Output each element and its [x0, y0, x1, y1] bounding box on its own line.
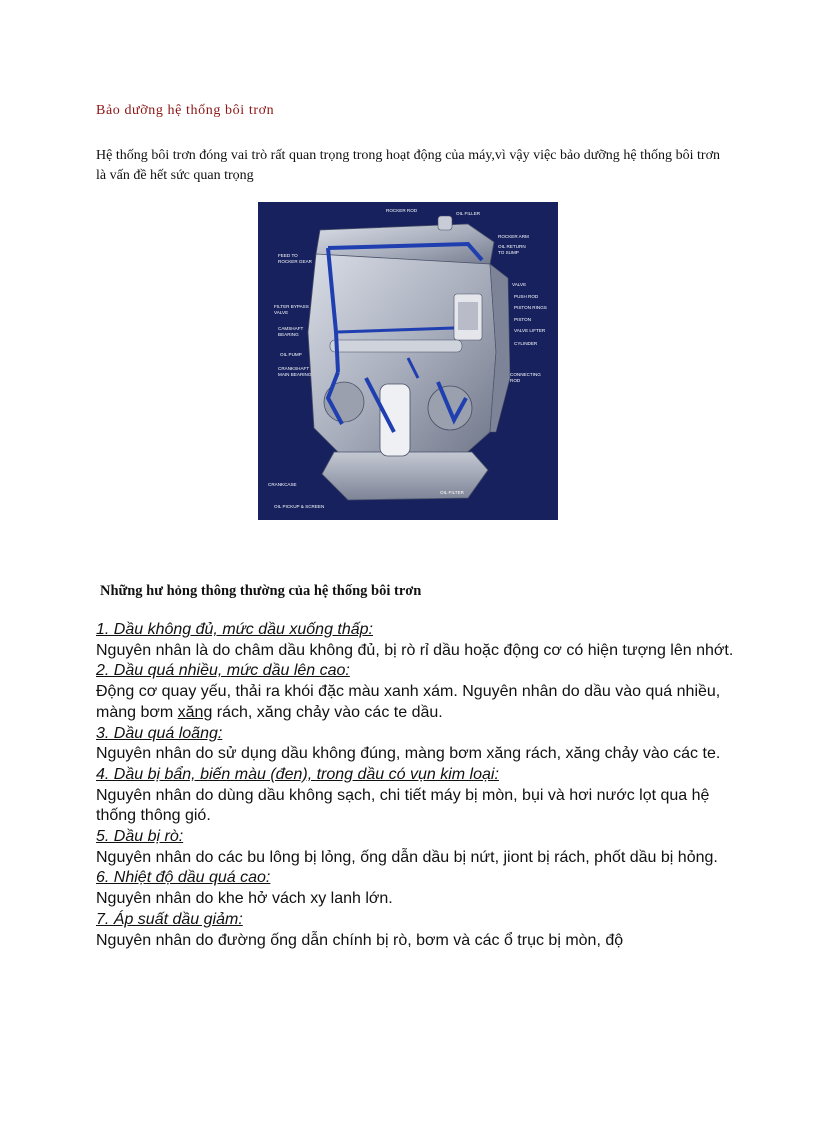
label-feed-to: FEED TO — [278, 253, 298, 258]
engine-diagram-svg — [258, 202, 558, 520]
fault-heading-4: 4. Dầu bị bẩn, biến màu (đen), trong dầu có vụn kim loại: — [96, 765, 499, 783]
label-valve-lifter: VALVE LIFTER — [514, 328, 546, 333]
section-heading: Những hư hỏng thông thường của hệ thống bôi trơn — [100, 583, 422, 599]
label-rocker-arm: ROCKER ARM — [498, 234, 529, 239]
label-main-bearing: MAIN BEARING — [278, 372, 312, 377]
label-piston-rings: PISTON RINGS — [514, 305, 547, 310]
fault-desc-2 — [96, 682, 736, 723]
fault-heading-6: 6. Nhiệt độ dầu quá cao: — [96, 869, 271, 887]
fault-heading-5: 5. Dầu bị rò: — [96, 828, 184, 846]
label-filter-bypass: FILTER BYPASS — [274, 304, 309, 309]
label-oil-return: OIL RETURN — [498, 244, 526, 249]
label-piston: PISTON — [514, 317, 532, 322]
label-filter-valve: VALVE — [274, 310, 289, 315]
fault-desc-5: Nguyên nhân do các bu lông bị lỏng, ống dẫn dầu bị nứt, jiont bị rách, phốt dầu bị hỏng. — [96, 848, 718, 866]
intro-paragraph: Hệ thống bôi trơn đóng vai trò rất quan trọng trong hoạt động của máy,vì vậy việc bảo dưỡng hệ thống bôi trơn là vấn đề hết sức quan trọng — [96, 148, 720, 183]
fault-heading-7: 7. Áp suất dầu giảm: — [96, 910, 243, 928]
label-oil-pickup: OIL PICKUP & SCREEN — [274, 504, 325, 509]
fault-desc-1: Nguyên nhân là do châm dầu không đủ, bị rò rỉ dầu hoặc động cơ có hiện tượng lên nhớt. — [96, 641, 734, 659]
fault-desc-2-part-b: rách, xăng chảy vào các te dầu. — [212, 703, 443, 721]
fault-desc-4: Nguyên nhân do dùng dầu không sạch, chi tiết máy bị mòn, bụi và hơi nước lọt qua hệ thống thông gió. — [96, 786, 710, 825]
label-bearing: BEARING — [278, 332, 299, 337]
label-oil-filter: OIL FILTER — [440, 490, 464, 495]
label-crankcase: CRANKCASE — [268, 482, 297, 487]
fault-desc-3: Nguyên nhân do sử dụng dầu không đúng, màng bơm xăng rách, xăng chảy vào các te. — [96, 745, 721, 763]
label-cylinder: CYLINDER — [514, 341, 538, 346]
fault-heading-2: 2. Dầu quá nhiều, mức dầu lên cao: — [96, 662, 350, 680]
label-oil-pump: OIL PUMP — [280, 352, 302, 357]
document-title: Bảo dưỡng hệ thống bôi trơn — [96, 103, 275, 118]
label-connecting: CONNECTING — [510, 372, 541, 377]
label-crankshaft: CRANKSHAFT — [278, 366, 310, 371]
label-oil-filler: OIL FILLER — [456, 211, 481, 216]
label-to-sump: TO SUMP — [498, 250, 519, 255]
fault-desc-6: Nguyên nhân do khe hở vách xy lanh lớn. — [96, 890, 393, 908]
fault-heading-1: 1. Dầu không đủ, mức dầu xuống thấp: — [96, 621, 373, 638]
label-valve: VALVE — [512, 282, 527, 287]
faults-list — [96, 620, 736, 951]
label-camshaft: CAMSHAFT — [278, 326, 304, 331]
label-push-rod: PUSH ROD — [514, 294, 539, 299]
label-rocker-rod: ROCKER ROD — [386, 208, 418, 213]
label-rod: ROD — [510, 378, 521, 383]
fault-desc-2-underlined: xăng — [177, 703, 213, 721]
fault-heading-3: 3. Dầu quá loãng: — [96, 724, 223, 742]
label-rocker-gear: ROCKER GEAR — [278, 259, 312, 264]
engine-lubrication-diagram — [258, 202, 558, 520]
fault-desc-7: Nguyên nhân do đường ống dẫn chính bị rò, bơm và các ổ trục bị mòn, độ — [96, 931, 624, 949]
fault-desc-2-part-a: Động cơ quay yếu, thải ra khói đặc màu xanh xám. Nguyên nhân do dầu vào quá nhiều, màng bơm — [96, 683, 721, 721]
